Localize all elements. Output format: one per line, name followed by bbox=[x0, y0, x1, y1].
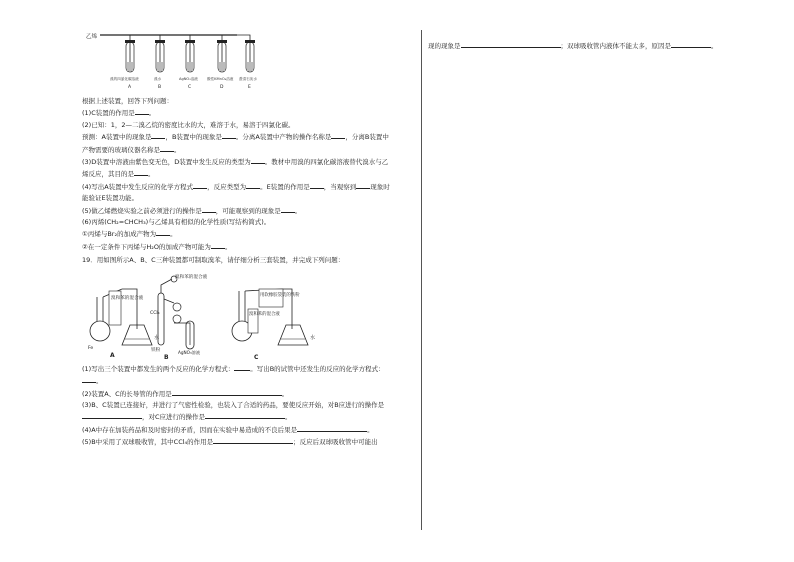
left-column bbox=[82, 30, 422, 449]
q19-part5: (5)B中采用了双球吸收管，其中CCl₄的作用是 ；反应后双球吸收管中可能出 bbox=[82, 438, 378, 447]
bromobenzene-apparatus-diagram bbox=[82, 269, 422, 359]
q18-part2-glassware: 产物需要的玻璃仪器名称是 。 bbox=[82, 145, 181, 154]
apparatus-c-bag: 用软橡胶袋装的铁粉 bbox=[260, 292, 300, 298]
apparatus-b bbox=[150, 273, 208, 359]
answer-blank bbox=[356, 181, 370, 189]
answer-blank bbox=[193, 181, 207, 189]
tube-b-letter: B bbox=[158, 85, 162, 90]
figure-ethylene-tubes bbox=[82, 30, 282, 90]
apparatus-a-fe: Fe bbox=[88, 345, 94, 351]
apparatus-c-water: 水 bbox=[310, 334, 316, 341]
right-column bbox=[428, 40, 768, 52]
tube-c bbox=[185, 35, 195, 72]
apparatus-a bbox=[88, 289, 159, 359]
q18-part6-2: ②在一定条件下丙烯与H₂O的加成产物可能为 。 bbox=[82, 242, 232, 251]
q18-part6-1: ①丙烯与Br₂的加成产物为 。 bbox=[82, 230, 177, 239]
answer-blank bbox=[331, 131, 345, 139]
apparatus-b-agno3: AgNO₃溶液 bbox=[178, 349, 201, 355]
tube-c-label: AgNO₃溶液 bbox=[179, 77, 198, 81]
q18-part3-b: 烯反应，其目的是 。 bbox=[82, 170, 155, 179]
tube-d-letter: D bbox=[220, 85, 224, 90]
answer-blank bbox=[82, 375, 96, 383]
q19-part3-b: ，对C应进行的操作是 。 bbox=[82, 411, 422, 423]
apparatus-a-bubble: 溴和苯的混合液 bbox=[111, 295, 144, 301]
answer-blank bbox=[213, 436, 293, 444]
tube-d bbox=[217, 35, 227, 72]
apparatus-b-iron: 铁粉 bbox=[151, 347, 161, 353]
q18-part4-b: 能验证E装置功能。 bbox=[82, 194, 139, 203]
answer-blank bbox=[211, 241, 225, 249]
answer-blank bbox=[172, 388, 282, 396]
answer-blank bbox=[82, 411, 142, 419]
apparatus-c-mix: 溴和苯的混合液 bbox=[249, 311, 280, 317]
answer-blank bbox=[156, 228, 170, 236]
tube-e-label: 澄清石灰水 bbox=[239, 77, 257, 81]
answer-blank bbox=[251, 156, 265, 164]
answer-blank bbox=[671, 40, 711, 48]
q18-part2-given: (2)已知：1，2—二溴乙烷的密度比水的大，难溶于水，易溶于四氯化碳。 bbox=[82, 120, 295, 129]
apparatus-b-letter: B bbox=[164, 353, 169, 359]
apparatus-c bbox=[232, 289, 315, 359]
q19-part2: (2)装置A、C的长导管的作用是 。 bbox=[82, 389, 289, 398]
q19-part3-a: (3)B、C装置已连接好，并进行了气密性检验，也装入了合适的药品，要使反应开始，对B应进行的操作是 bbox=[82, 400, 385, 409]
q18-intro: 根据上述装置，回答下列问题： bbox=[82, 97, 173, 105]
tube-b-label: 溴水 bbox=[154, 77, 162, 81]
ethylene-apparatus-diagram bbox=[82, 30, 282, 90]
tube-d-label: 酸性KMnO₄溶液 bbox=[207, 77, 234, 81]
answer-blank bbox=[160, 144, 174, 152]
answer-blank bbox=[134, 168, 148, 176]
q19-part1-a: (1)写出三个装置中都发生的两个反应的化学方程式： 。写出B的试管中还发生的反应的化学方程式： bbox=[82, 364, 385, 373]
apparatus-a-letter: A bbox=[110, 351, 115, 359]
answer-blank bbox=[297, 424, 367, 432]
q18-part4-a: (4)写出A装置中发生反应的化学方程式 ，反应类型为 。E装置的作用是 ，当观察到 现象时 bbox=[82, 182, 390, 191]
answer-blank bbox=[281, 205, 295, 213]
q18-part1: (1)C装置的作用是 。 bbox=[82, 109, 156, 118]
answer-blank bbox=[151, 131, 165, 139]
answer-blank bbox=[135, 107, 149, 115]
answer-blank bbox=[205, 411, 285, 419]
answer-blank bbox=[202, 205, 216, 213]
tube-e bbox=[237, 35, 255, 72]
apparatus-b-ccl4: CCl₄ bbox=[150, 310, 160, 316]
tube-a bbox=[125, 35, 135, 72]
q18-part2-predict: 预测：A装置中的现象是 ，B装置中的现象是 。分离A装置中产物的操作名称是 ，分离B装置中 bbox=[82, 133, 389, 142]
gas-label: 乙烯 bbox=[86, 34, 98, 40]
tube-a-label: 溴的四氯化碳溶液 bbox=[110, 77, 139, 81]
apparatus-a-water: 水 bbox=[154, 334, 160, 341]
q18-part5: (5)做乙烯燃烧实验之前必须进行的操作是 ，可能观察到的现象是 。 bbox=[82, 206, 302, 215]
answer-blank bbox=[461, 40, 561, 48]
q19-stem: 19．用如图所示A、B、C三种装置都可制取溴苯，请仔细分析三套装置，并完成下列问题： bbox=[82, 256, 345, 265]
tube-a-letter: A bbox=[128, 85, 132, 90]
q19-part4: (4)A中存在加装药品和及时密封的矛盾，因而在实验中易造成的不良后果是 。 bbox=[82, 425, 374, 434]
answer-blank bbox=[234, 363, 250, 371]
apparatus-c-letter: C bbox=[254, 353, 259, 359]
tube-c-letter: C bbox=[188, 85, 192, 90]
q18-part6: (6)丙烯(CH₂=CHCH₃)与乙烯具有相似的化学性质(写结构简式)。 bbox=[82, 218, 271, 227]
figure-bromobenzene-apparatus bbox=[82, 269, 422, 359]
answer-blank bbox=[222, 131, 236, 139]
answer-blank bbox=[310, 181, 324, 189]
tube-e-letter: E bbox=[248, 85, 251, 90]
q19-part1-b: 。 bbox=[82, 375, 422, 387]
q19-part5-continued: 现的现象是 ；双球吸收管内液体不能太多，原因是 。 bbox=[428, 42, 718, 50]
q18-part3-a: (3)D装置中溶液由紫色变无色，D装置中发生反应的类型为 。教材中用溴的四氯化碳溶液替代溴水与乙 bbox=[82, 158, 389, 167]
answer-blank bbox=[246, 181, 260, 189]
apparatus-b-mix: 溴和苯的混合液 bbox=[175, 274, 208, 280]
tube-b bbox=[155, 35, 165, 72]
